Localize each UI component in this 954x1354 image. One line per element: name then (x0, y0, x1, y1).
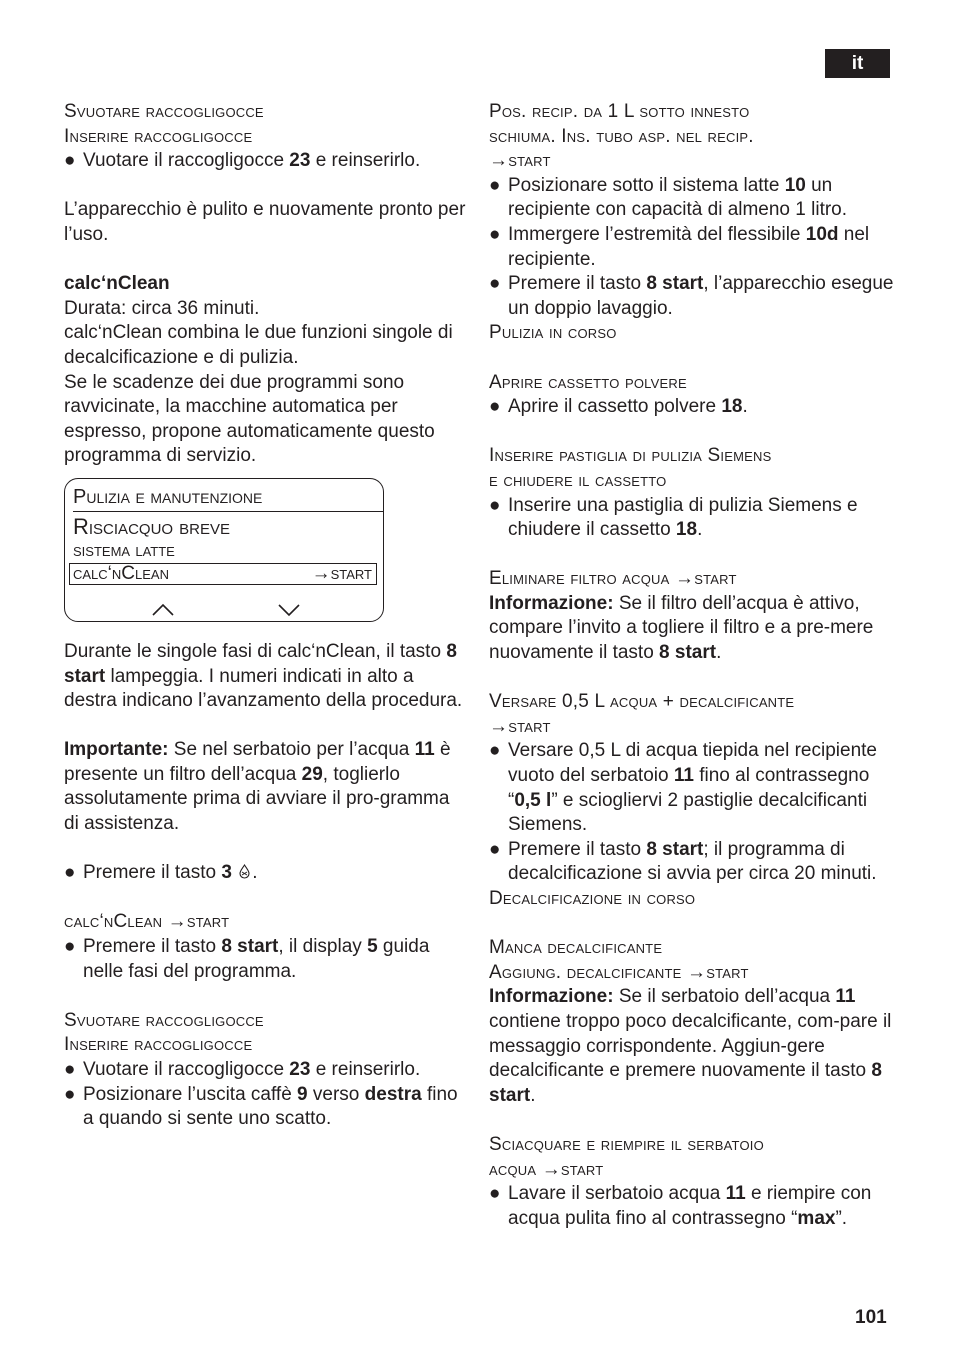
bullet-icon: ● (489, 838, 501, 860)
display-row-header: Pulizia e manutenzione (73, 485, 383, 512)
list-item: ● Premere il tasto 8 start; il programma di decalcificazione si avvia per circa 20 minuti. (489, 838, 877, 885)
left-column (64, 100, 469, 1132)
bullet-icon: ● (64, 1059, 76, 1080)
paragraph-deadlines: Se le scadenze dei due programmi sono ravvicinate, la macchine automatica per espresso, propone automaticamente questo programma di servizio. (64, 371, 435, 467)
display-row-calcnclean-selected[interactable]: calc‘nClean →start (69, 563, 377, 585)
paragraph-start-flashes: Durante le singole fasi di calc‘nClean, il tasto 8 start lampeggia. I numeri indicati in alto a destra indicano l’avanzamento della procedura. (64, 640, 463, 712)
heading-calcnclean-start: calc‘nClean →start (64, 911, 230, 933)
heading-insert-drip-tray: Inserire raccogligocce (64, 125, 253, 147)
arrow-right-icon: → (489, 715, 509, 737)
list-item: ● Premere il tasto 8 start, il display 5 guida nelle fasi del programma. (64, 936, 430, 982)
bullet-icon: ● (489, 396, 501, 418)
arrow-right-icon: → (311, 562, 331, 584)
down-chevron-icon[interactable] (277, 603, 301, 617)
list-item: ● Posizionare sotto il sistema latte 10 un recipiente con capacità di almeno 1 litro. (489, 174, 848, 221)
display-row-rinse: Risciacquo breve (73, 513, 231, 539)
bullet-icon: ● (64, 1083, 76, 1105)
heading-add-descaler: Aggiung. decalcificante →start (489, 961, 749, 983)
page-number: 101 (855, 1307, 887, 1328)
arrow-right-icon: → (489, 150, 509, 172)
list-item: ● Posizionare l’uscita caffè 9 verso destra fino a quando si sente uno scatto. (64, 1083, 458, 1130)
paragraph-duration: Durata: circa 36 minuti. (64, 297, 260, 319)
bullet-icon: ● (64, 862, 76, 884)
heading-cleaning-in-progress: Pulizia in corso (489, 322, 617, 344)
heading-position-container: Pos. recip. da 1 L sotto innesto (489, 101, 750, 122)
descale-icon (237, 864, 252, 879)
heading-missing-descaler: Manca decalcificante (489, 937, 663, 959)
bullet-icon: ● (489, 494, 501, 516)
list-item: ● Immergere l’estremità del flessibile 10d nel recipiente. (489, 223, 870, 270)
up-chevron-icon[interactable] (151, 603, 175, 617)
list-item: ● Vuotare il raccogligocce 23 e reinserirlo. (64, 1058, 469, 1083)
paragraph-info-descaler: Informazione: Se il serbatoio dell’acqua 11 contiene troppo poco decalcificante, com-pare il messaggio corrispondente. Aggiun-gere decalcificante e premere nuovamente il tasto 8 start. (489, 986, 892, 1106)
bullet-icon: ● (489, 273, 501, 295)
list-item: ● Premere il tasto 8 start, l’apparecchio esegue un doppio lavaggio. (489, 273, 894, 319)
list-item: ● Vuotare il raccogligocce 23 e reinserirlo. (64, 149, 469, 174)
display-panel (64, 478, 384, 622)
heading-open-powder-drawer: Aprire cassetto polvere (489, 371, 687, 393)
heading-insert-tube: schiuma. Ins. tubo asp. nel recip. (489, 125, 754, 147)
list-item: ● Inserire una pastiglia di pulizia Siemens e chiudere il cassetto 18. (489, 494, 858, 541)
heading-close-drawer: e chiudere il cassetto (489, 469, 667, 491)
heading-insert-tablet: Inserire pastiglia di pulizia Siemens (489, 445, 772, 467)
heading-insert-drip-tray: Inserire raccogligocce (64, 1034, 253, 1056)
arrow-right-icon: → (687, 961, 707, 983)
heading-empty-drip-tray: Svuotare raccogligocce (64, 1009, 264, 1031)
arrow-right-icon: → (541, 1158, 561, 1180)
list-item: ● Versare 0,5 L di acqua tiepida nel recipiente vuoto del serbatoio 11 fino al contrassegno “0,5 l” e sciogliervi 2 pastiglie decalcificanti Siemens. (489, 740, 877, 836)
heading-empty-drip-tray: Svuotare raccogligocce (64, 101, 264, 122)
paragraph-info-filter: Informazione: Se il filtro dell’acqua è attivo, compare l’invito a togliere il filtro e a pre-mere nuovamente il tasto 8 start. (489, 592, 874, 664)
arrow-right-icon: → (675, 568, 695, 590)
heading-rinse-tank: Sciacquare e riempire il serbatoio (489, 1133, 764, 1155)
heading-pour-water: Versare 0,5 L acqua + decalcificante (489, 691, 795, 713)
list-item: ● Aprire il cassetto polvere 18. (489, 395, 894, 420)
arrow-right-icon: → (167, 911, 187, 933)
bullet-icon: ● (489, 223, 501, 245)
display-row-milk-system: sistema latte (73, 539, 175, 561)
list-item: ● Premere il tasto 3 . (64, 861, 469, 886)
right-column (489, 100, 894, 1231)
paragraph-combines: calc‘nClean combina le due funzioni singole di decalcificazione e di pulizia. (64, 322, 453, 368)
bullet-icon: ● (64, 150, 76, 172)
heading-start: →start (489, 715, 551, 737)
heading-water-start: acqua →start (489, 1158, 604, 1180)
heading-descaling-in-progress: Decalcificazione in corso (489, 888, 696, 909)
heading-start: →start (489, 150, 551, 172)
bullet-icon: ● (64, 936, 76, 958)
paragraph-important: Importante: Se nel serbatoio per l’acqua 11 è presente un filtro dell’acqua 29, toglierlo assolutamente prima di avviare il pro-gramma di assistenza. (64, 739, 451, 835)
bullet-icon: ● (489, 740, 501, 762)
bullet-icon: ● (489, 1183, 501, 1205)
language-tab: it (825, 49, 890, 78)
heading-remove-filter: Eliminare filtro acqua →start (489, 568, 737, 590)
paragraph-clean-ready: L’apparecchio è pulito e nuovamente pronto per l’uso. (64, 199, 466, 245)
bullet-icon: ● (489, 174, 501, 196)
list-item: ● Lavare il serbatoio acqua 11 e riempire con acqua pulita fino al contrassegno “max”. (489, 1183, 872, 1229)
section-title-calcnclean: calc‘nClean (64, 273, 170, 295)
